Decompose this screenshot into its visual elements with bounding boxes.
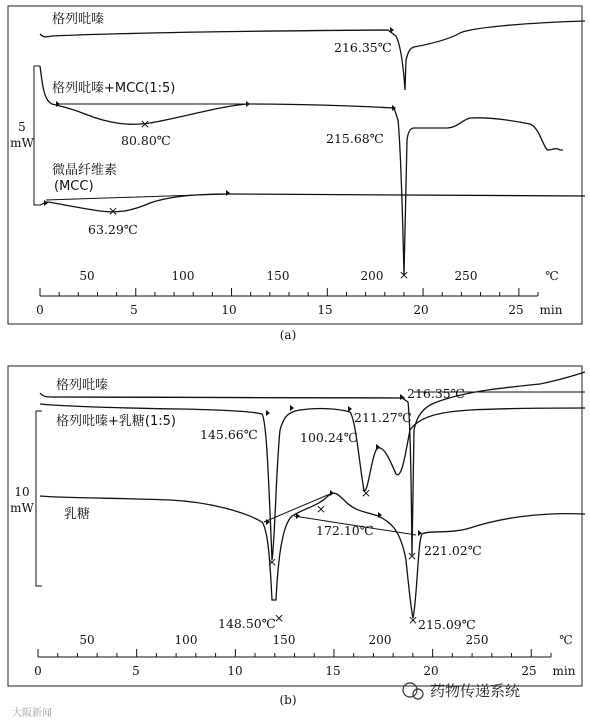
time-tick-label: 20 [423,664,439,678]
panel-b-peak-label: 172.10℃ [316,523,374,538]
panel-a-series-mcc-curve [40,194,585,212]
panel-b-peak-marker: × [360,485,372,500]
panel-a-label-mcc: 微晶纤维素 [52,163,118,178]
panel-b-scale-bracket [36,411,42,586]
panel-a-scale-unit: mW [10,136,34,150]
time-tick-label: 25 [521,664,537,678]
panel-a-scale-bracket [34,66,40,205]
time-tick-label: 0 [34,664,42,678]
panel-a-series-glipizide-curve [40,21,585,90]
panel-b-series-glipizide-curve [40,372,585,555]
panel-a [8,6,585,324]
panel-b-scale-unit: mW [10,501,34,515]
panel-b-time-axis [38,649,551,657]
panel-b-series-lactose-curve [40,493,585,618]
temp-tick-label: 100 [174,633,198,647]
time-tick-label: 10 [227,664,243,678]
time-unit-label: min [552,664,576,678]
time-tick-label: 25 [508,303,524,317]
temp-tick-label: 250 [465,633,489,647]
panel-b-peak-marker: × [273,610,285,625]
wechat-icon-2 [413,689,423,699]
panel-a-mcc-baseline [46,194,228,200]
panel-a-peak-label: 215.68℃ [326,131,384,146]
panel-a-peak-marker: × [398,267,410,282]
panel-b-peak-marker: × [406,548,418,563]
panel-b-peak-label: 145.66℃ [200,427,258,442]
panel-a-peak-label: 80.80℃ [121,133,171,148]
panel-a-peak-label: 216.35℃ [334,40,392,55]
panel-a-label-glipizide: 格列吡嗪 [52,12,105,27]
time-tick-label: 10 [221,303,237,317]
panel-b-peak-label: 148.50℃ [218,616,276,631]
panel-b-peak-label: 100.24℃ [300,430,358,445]
temp-tick-label: 200 [360,269,384,283]
panel-b [8,366,585,686]
panel-b-label-mix: 格列吡嗪+乳糖(1:5) [56,414,176,429]
panel-b-scale-value: 10 [14,485,30,499]
panel-a-peak-label: 63.29℃ [88,222,138,237]
panel-a-label-mcc-abbr: (MCC) [54,179,94,194]
time-tick-label: 15 [325,664,341,678]
panel-b-peak-label: 211.27℃ [354,410,412,425]
temp-tick-label: 50 [79,633,95,647]
time-tick-label: 5 [130,303,138,317]
panel-b-time-ticks [34,664,576,678]
temp-tick-label: 150 [272,633,296,647]
panel-a-label-mix: 格列吡嗪+MCC(1:5) [52,81,176,96]
temp-tick-label: 50 [79,269,95,283]
panel-b-peak-label: 221.02℃ [424,543,482,558]
panel-b-peak-marker: × [315,501,327,516]
panel-b-glipizide-baseline [52,397,405,398]
temp-tick-label: 200 [368,633,392,647]
time-tick-label: 0 [36,303,44,317]
time-tick-label: 15 [317,303,333,317]
panel-a-time-ticks [36,303,563,317]
time-tick-label: 20 [413,303,429,317]
watermark-text: 药物传递系统 [430,682,521,700]
panel-b-peak-marker: × [407,612,419,627]
watermark-source: 大阪新闻 [12,708,52,719]
panel-b-peak-label: 215.09℃ [418,617,476,632]
temp-tick-label: 250 [454,269,478,283]
panel-b-peak-label: 216.35℃ [407,386,465,401]
panel-b-label-glipizide: 格列吡嗪 [56,378,109,393]
temp-unit-label: ℃ [545,269,559,283]
panel-b-peak-marker: × [266,554,278,569]
panel-a-temp-ticks [79,269,558,283]
panel-a-peak-marker: × [107,203,119,218]
panel-b-temp-ticks [79,633,572,647]
panel-a-peak-marker: × [139,116,151,131]
panel-b-label-lactose: 乳糖 [64,507,91,522]
watermark [12,682,520,719]
panel-a-caption: (a) [279,328,297,342]
time-unit-label: min [539,303,563,317]
panel-b-caption: (b) [279,693,297,707]
panel-a-scale-value: 5 [18,120,26,134]
temp-tick-label: 150 [266,269,290,283]
temp-unit-label: ℃ [559,633,573,647]
panel-a-time-axis [40,288,538,296]
temp-tick-label: 100 [171,269,195,283]
time-tick-label: 5 [132,664,140,678]
panel-a-series-mix-curve [40,66,563,275]
